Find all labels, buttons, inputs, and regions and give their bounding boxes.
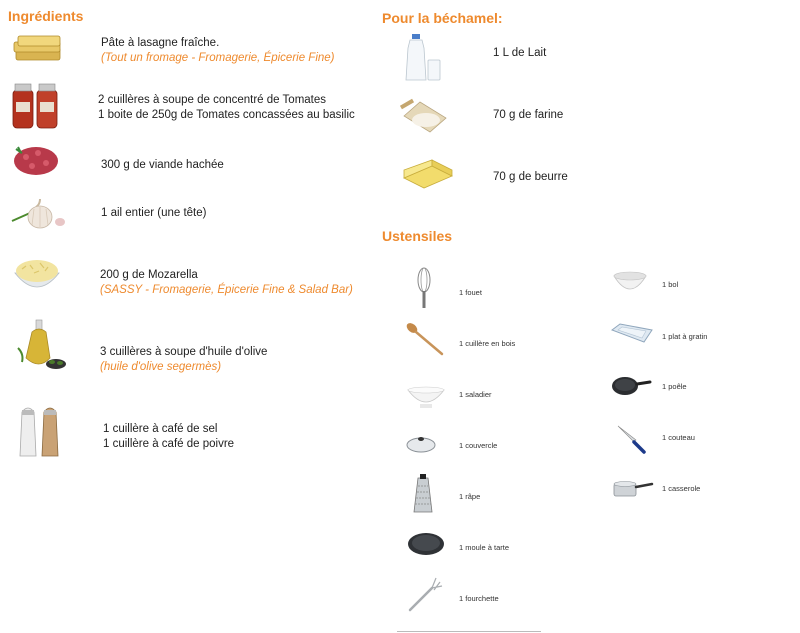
- utensil-gratin-dish: 1 plat à gratin: [662, 332, 708, 341]
- bowl-icon: [612, 268, 648, 298]
- utensil-bowl: 1 bol: [662, 280, 679, 289]
- ingredient-line: 1 cuillère à café de sel: [103, 423, 218, 435]
- ingredient-line: 1 cuillère à café de poivre: [103, 438, 235, 450]
- ingredient-line: 1 boite de 250g de Tomates concassées au basilic: [98, 109, 355, 121]
- frying-pan-icon: [610, 374, 652, 398]
- ingredient-garlic: [101, 206, 206, 221]
- ingredient-line: 300 g de viande hachée: [101, 159, 224, 171]
- ingredient-lasagna: [101, 36, 335, 66]
- ingredient-tomatoes: [98, 93, 355, 123]
- lid-icon: [406, 432, 436, 454]
- utensil-fork: 1 fourchette: [459, 594, 499, 603]
- butter-icon: [402, 158, 454, 192]
- utensil-wooden-spoon: 1 cuillère en bois: [459, 339, 516, 348]
- utensil-tart-pan: 1 moule à tarte: [459, 543, 510, 552]
- gratin-dish-icon: [610, 322, 654, 346]
- saucepan-icon: [612, 478, 654, 500]
- whisk-icon: [414, 266, 434, 310]
- flour-scoop-icon: [400, 96, 452, 138]
- bechamel-flour: 70 g de farine: [493, 109, 564, 121]
- knife-icon: [614, 422, 648, 456]
- utensil-grater: 1 râpe: [459, 492, 481, 501]
- utensil-frying-pan: 1 poêle: [662, 382, 687, 391]
- tomato-jars-icon: [10, 80, 62, 132]
- bottom-divider: [397, 631, 541, 632]
- bechamel-butter: 70 g de beurre: [493, 171, 568, 183]
- utensil-saucepan: 1 casserole: [662, 484, 701, 493]
- utensil-whisk: 1 fouet: [459, 288, 482, 297]
- tart-pan-icon: [406, 530, 446, 558]
- salad-bowl-icon: [404, 384, 448, 412]
- bechamel-milk: 1 L de Lait: [493, 47, 547, 59]
- mozzarella-bowl-icon: [12, 253, 62, 299]
- fork-icon: [406, 576, 446, 614]
- ingredient-note: (huile d'olive segermès): [100, 361, 222, 373]
- ingredient-salt-pepper: [103, 422, 234, 452]
- ingredient-line: 2 cuillères à soupe de concentré de Tomates: [98, 94, 327, 106]
- wooden-spoon-icon: [404, 320, 446, 358]
- utensil-knife: 1 couteau: [662, 433, 695, 442]
- ingredient-olive-oil: [100, 345, 267, 375]
- ingredient-line: 1 ail entier (une tête): [101, 207, 207, 219]
- ingredient-line: 200 g de Mozarella: [100, 269, 198, 281]
- ingredients-title: Ingrédients: [8, 8, 84, 24]
- olive-oil-bottle-icon: [16, 318, 70, 374]
- utensil-salad-bowl: 1 saladier: [459, 390, 492, 399]
- salt-pepper-shakers-icon: [14, 404, 64, 462]
- bechamel-title: Pour la béchamel:: [382, 10, 503, 26]
- ingredient-note: (SASSY - Fromagerie, Épicerie Fine & Salad Bar): [100, 284, 353, 296]
- garlic-icon: [10, 195, 68, 231]
- ingredient-note: (Tout un fromage - Fromagerie, Épicerie Fine): [101, 52, 335, 64]
- ingredient-meat: [101, 158, 224, 173]
- lasagna-sheets-icon: [12, 34, 64, 64]
- minced-meat-icon: [12, 143, 60, 177]
- ingredient-line: 3 cuillères à soupe d'huile d'olive: [100, 346, 268, 358]
- ingredient-line: Pâte à lasagne fraîche.: [101, 37, 220, 49]
- ingredient-mozzarella: [100, 268, 353, 298]
- milk-bottle-icon: [404, 34, 444, 84]
- grater-icon: [410, 474, 436, 514]
- ustensiles-title: Ustensiles: [382, 228, 453, 244]
- utensil-lid: 1 couvercle: [459, 441, 498, 450]
